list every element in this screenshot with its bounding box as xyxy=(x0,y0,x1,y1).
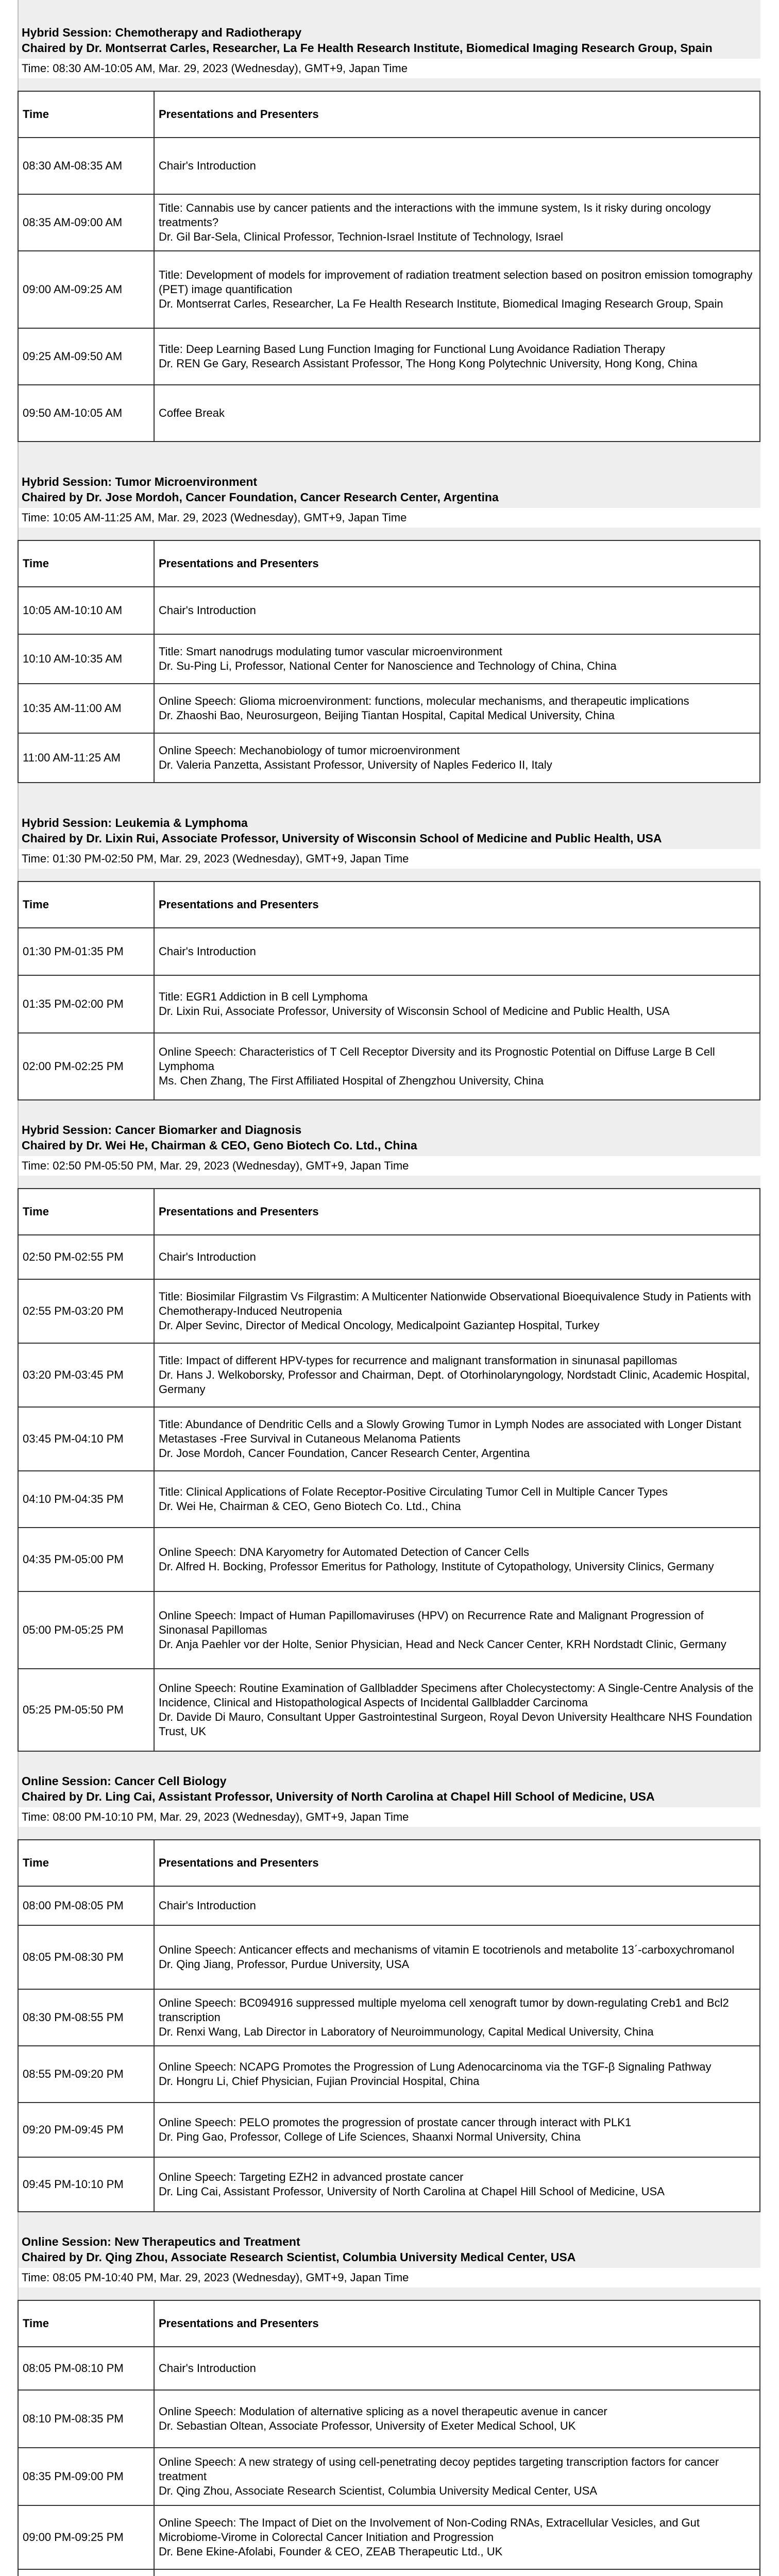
presentation-title: Chair's Introduction xyxy=(159,1250,256,1263)
table-row xyxy=(18,1235,760,1279)
presenter: Dr. Hans J. Welkoborsky, Professor and Chairman, Dept. of Otorhinolaryngology, Nordstadt Clinic, Academic Hospital, Germany xyxy=(159,1368,750,1396)
schedule-table xyxy=(18,540,760,783)
presentation-cell xyxy=(154,634,760,684)
presentation-title: Online Speech: Glioma microenvironment: functions, molecular mechanisms, and therapeutic implications xyxy=(159,694,689,707)
table-row xyxy=(18,2505,760,2569)
time-slot: 09:50 AM-10:05 AM xyxy=(18,385,154,442)
session-chair: Chaired by Dr. Lixin Rui, Associate Professor, University of Wisconsin School of Medicine and Public Health, USA xyxy=(22,832,662,845)
presentation-cell xyxy=(154,1989,760,2046)
presenter: Dr. Valeria Panzetta, Assistant Professor, University of Naples Federico II, Italy xyxy=(159,758,552,771)
session-spacer xyxy=(18,1100,760,1119)
presentation-title: Online Speech: DNA Karyometry for Automated Detection of Cancer Cells xyxy=(159,1546,530,1558)
presentation-title: Title: Clinical Applications of Folate Receptor-Positive Circulating Tumor Cell in Multiple Cancer Types xyxy=(159,1485,668,1498)
presentation-title: Title: Biosimilar Filgrastim Vs Filgrastim: A Multicenter Nationwide Observational Bioequivalence Study in Patients with Chemotherapy-Induced Neutropenia xyxy=(159,1290,751,1317)
presentation-title: Online Speech: Anticancer effects and mechanisms of vitamin E tocotrienols and metabolite 13΄-carboxychromanol xyxy=(159,1943,735,1956)
time-slot: 05:00 PM-05:25 PM xyxy=(18,1591,154,1669)
time-column-header: Time xyxy=(18,91,154,138)
time-slot: 08:05 PM-08:10 PM xyxy=(18,2347,154,2390)
presentation-cell xyxy=(154,1591,760,1669)
presentation-title: Online Speech: BC094916 suppressed multiple myeloma cell xenograft tumor by down-regulating Creb1 and Bcl2 transcription xyxy=(159,1996,729,2024)
session-header xyxy=(18,1770,760,1807)
table-row xyxy=(18,733,760,783)
time-slot: 09:00 PM-09:25 PM xyxy=(18,2505,154,2569)
table-row xyxy=(18,975,760,1033)
session-spacer xyxy=(18,1827,760,1839)
time-slot: 02:00 PM-02:25 PM xyxy=(18,1033,154,1100)
time-slot: 10:35 AM-11:00 AM xyxy=(18,684,154,733)
table-row xyxy=(18,2157,760,2212)
time-slot: 09:25 AM-09:50 AM xyxy=(18,328,154,385)
presentation-cell xyxy=(154,1033,760,1100)
presentation-title: Chair's Introduction xyxy=(159,1899,256,1912)
presentation-cell xyxy=(154,1279,760,1343)
presentation-cell xyxy=(154,587,760,634)
table-row xyxy=(18,1528,760,1591)
presenter: Ms. Chen Zhang, The First Affiliated Hospital of Zhengzhou University, China xyxy=(159,1074,544,1087)
time-slot: 08:30 PM-08:55 PM xyxy=(18,1989,154,2046)
session-spacer xyxy=(18,2287,760,2300)
session-block xyxy=(18,1100,760,1752)
session-block xyxy=(18,0,760,442)
table-row xyxy=(18,328,760,385)
table-row xyxy=(18,1989,760,2046)
table-row xyxy=(18,2569,760,2576)
table-row xyxy=(18,1886,760,1925)
presentation-cell xyxy=(154,1235,760,1279)
presentation-title: Chair's Introduction xyxy=(159,159,256,172)
schedule-table xyxy=(18,1839,760,2212)
time-column-header: Time xyxy=(18,540,154,587)
presentation-cell xyxy=(154,1886,760,1925)
time-slot: 01:35 PM-02:00 PM xyxy=(18,975,154,1033)
session-header xyxy=(18,812,760,849)
session-block xyxy=(18,442,760,783)
session-spacer xyxy=(18,783,760,812)
session-time: Time: 10:05 AM-11:25 AM, Mar. 29, 2023 (Wednesday), GMT+9, Japan Time xyxy=(18,508,760,528)
presentations-column-header: Presentations and Presenters xyxy=(154,2300,760,2347)
presentation-cell xyxy=(154,328,760,385)
presentation-cell xyxy=(154,1925,760,1989)
session-title: Hybrid Session: Cancer Biomarker and Diagnosis xyxy=(22,1123,302,1137)
presentation-cell xyxy=(154,928,760,975)
schedule-table xyxy=(18,91,760,442)
time-slot: 08:35 PM-09:00 PM xyxy=(18,2448,154,2505)
session-spacer xyxy=(18,78,760,91)
presentation-title: Online Speech: PELO promotes the progression of prostate cancer through interact with PLK1 xyxy=(159,2116,632,2129)
time-slot: 08:10 PM-08:35 PM xyxy=(18,2390,154,2448)
presenter: Dr. Montserrat Carles, Researcher, La Fe Health Research Institute, Biomedical Imaging Research Group, Spain xyxy=(159,297,723,310)
presenter: Dr. Wei He, Chairman & CEO, Geno Biotech Co. Ltd., China xyxy=(159,1500,461,1513)
session-title: Hybrid Session: Chemotherapy and Radiotherapy xyxy=(22,26,302,39)
session-time: Time: 01:30 PM-02:50 PM, Mar. 29, 2023 (Wednesday), GMT+9, Japan Time xyxy=(18,849,760,869)
presentation-title: Online Speech: A new strategy of using cell-penetrating decoy peptides targeting transcription factors for cancer treatment xyxy=(159,2455,719,2483)
schedule-table xyxy=(18,1188,760,1752)
session-header xyxy=(18,2231,760,2268)
time-column-header: Time xyxy=(18,882,154,928)
presenter: Dr. Sebastian Oltean, Associate Professor, University of Exeter Medical School, UK xyxy=(159,2419,576,2432)
time-slot: 08:55 PM-09:20 PM xyxy=(18,2046,154,2103)
presenter: Dr. Jose Mordoh, Cancer Foundation, Cancer Research Center, Argentina xyxy=(159,1447,530,1460)
table-row xyxy=(18,587,760,634)
presentation-title: Online Speech: The Impact of Diet on the Involvement of Non-Coding RNAs, Extracellular Vesicles, and Gut Microbiome-Virome in Colorectal Cancer Initiation and Progression xyxy=(159,2516,700,2544)
session-chair: Chaired by Dr. Wei He, Chairman & CEO, Geno Biotech Co. Ltd., China xyxy=(22,1139,417,1152)
presenter: Dr. Qing Zhou, Associate Research Scientist, Columbia University Medical Center, USA xyxy=(159,2484,598,2497)
presentation-cell xyxy=(154,1407,760,1471)
table-row xyxy=(18,1407,760,1471)
presentation-title: Title: Cannabis use by cancer patients and the interactions with the immune system, Is it risky during oncology treatments? xyxy=(159,201,711,229)
time-slot: 04:35 PM-05:00 PM xyxy=(18,1528,154,1591)
session-block xyxy=(18,783,760,1100)
presentation-title: Online Speech: Mechanobiology of tumor microenvironment xyxy=(159,744,460,757)
time-slot: 10:10 AM-10:35 AM xyxy=(18,634,154,684)
table-row xyxy=(18,251,760,328)
presentation-title: Title: Development of models for improvement of radiation treatment selection based on positron emission tomography (PET) image quantification xyxy=(159,268,753,296)
time-slot: 08:00 PM-08:05 PM xyxy=(18,1886,154,1925)
presentation-cell xyxy=(154,1669,760,1751)
presentation-cell xyxy=(154,2103,760,2157)
schedule-table xyxy=(18,881,760,1100)
time-slot: 02:50 PM-02:55 PM xyxy=(18,1235,154,1279)
time-slot: 09:00 AM-09:25 AM xyxy=(18,251,154,328)
presenter: Dr. Anja Paehler vor der Holte, Senior Physician, Head and Neck Cancer Center, KRH Nordstadt Clinic, Germany xyxy=(159,1638,726,1651)
presenter: Dr. Alper Sevinc, Director of Medical Oncology, Medicalpoint Gaziantep Hospital, Turkey xyxy=(159,1319,600,1332)
table-row xyxy=(18,385,760,442)
time-slot: 09:20 PM-09:45 PM xyxy=(18,2103,154,2157)
time-slot: 11:00 AM-11:25 AM xyxy=(18,733,154,783)
presentation-title: Title: EGR1 Addiction in B cell Lymphoma xyxy=(159,990,368,1003)
session-block xyxy=(18,1752,760,2212)
table-header-row xyxy=(18,1189,760,1235)
time-slot: 09:45 PM-10:10 PM xyxy=(18,2157,154,2212)
presentation-title: Online Speech: Routine Examination of Gallbladder Specimens after Cholecystectomy: A Single-Centre Analysis of the Incidence, Clinical and Histopathological Aspects of Incidental Gallbladder Carcinoma xyxy=(159,1682,754,1709)
presentation-title: Online Speech: Characteristics of T Cell Receptor Diversity and its Prognostic Potential on Diffuse Large B Cell Lymphoma xyxy=(159,1045,715,1073)
table-row xyxy=(18,634,760,684)
presentation-title: Coffee Break xyxy=(159,406,225,419)
table-row xyxy=(18,138,760,194)
presentation-title: Title: Abundance of Dendritic Cells and a Slowly Growing Tumor in Lymph Nodes are associated with Longer Distant Metastases -Free Survival in Cutaneous Melanoma Patients xyxy=(159,1418,741,1445)
table-row xyxy=(18,1033,760,1100)
session-spacer xyxy=(18,1176,760,1188)
presenter: Dr. Ling Cai, Assistant Professor, University of North Carolina at Chapel Hill School of Medicine, USA xyxy=(159,2185,665,2198)
presentation-cell xyxy=(154,733,760,783)
presentations-column-header: Presentations and Presenters xyxy=(154,91,760,138)
table-row xyxy=(18,684,760,733)
presenter: Dr. Su-Ping Li, Professor, National Center for Nanoscience and Technology of China, China xyxy=(159,659,617,672)
time-slot: 01:30 PM-01:35 PM xyxy=(18,928,154,975)
time-slot: 03:45 PM-04:10 PM xyxy=(18,1407,154,1471)
presentation-title: Chair's Introduction xyxy=(159,945,256,958)
presentation-cell xyxy=(154,2569,760,2576)
presentation-cell xyxy=(154,1471,760,1528)
session-chair: Chaired by Dr. Qing Zhou, Associate Research Scientist, Columbia University Medical Center, USA xyxy=(22,2250,576,2264)
session-title: Online Session: Cancer Cell Biology xyxy=(22,1774,227,1788)
session-block xyxy=(18,2212,760,2576)
presentation-title: Online Speech: Targeting EZH2 in advanced prostate cancer xyxy=(159,2171,464,2183)
table-row xyxy=(18,2103,760,2157)
presentation-cell xyxy=(154,251,760,328)
table-header-row xyxy=(18,540,760,587)
time-slot: 08:35 AM-09:00 AM xyxy=(18,194,154,251)
table-row xyxy=(18,1669,760,1751)
table-header-row xyxy=(18,882,760,928)
presentation-title: Online Speech: Impact of Human Papillomaviruses (HPV) on Recurrence Rate and Malignant Progression of Sinonasal Papillomas xyxy=(159,1609,704,1636)
presentations-column-header: Presentations and Presenters xyxy=(154,1840,760,1886)
table-row xyxy=(18,2046,760,2103)
presentation-title: Online Speech: Modulation of alternative splicing as a novel therapeutic avenue in cancer xyxy=(159,2405,607,2418)
presentation-cell xyxy=(154,1343,760,1407)
presenter: Dr. Lixin Rui, Associate Professor, University of Wisconsin School of Medicine and Public Health, USA xyxy=(159,1005,670,1018)
time-slot: 03:20 PM-03:45 PM xyxy=(18,1343,154,1407)
presentation-cell xyxy=(154,385,760,442)
table-row xyxy=(18,1925,760,1989)
session-spacer xyxy=(18,1752,760,1770)
time-slot: 04:10 PM-04:35 PM xyxy=(18,1471,154,1528)
table-row xyxy=(18,928,760,975)
presenter: Dr. Davide Di Mauro, Consultant Upper Gastrointestinal Surgeon, Royal Devon University Healthcare NHS Foundation Trust, UK xyxy=(159,1710,752,1738)
time-slot: 02:55 PM-03:20 PM xyxy=(18,1279,154,1343)
session-header xyxy=(18,471,760,508)
presentation-title: Online Speech: NCAPG Promotes the Progression of Lung Adenocarcinoma via the TGF-β Signaling Pathway xyxy=(159,2060,712,2073)
presentation-cell xyxy=(154,2448,760,2505)
presentation-cell xyxy=(154,975,760,1033)
presentation-cell xyxy=(154,1528,760,1591)
table-row xyxy=(18,1591,760,1669)
time-column-header: Time xyxy=(18,1189,154,1235)
presentation-title: Chair's Introduction xyxy=(159,604,256,617)
presenter: Dr. Qing Jiang, Professor, Purdue University, USA xyxy=(159,1958,410,1971)
presentation-cell xyxy=(154,2347,760,2390)
presenter: Dr. Bene Ekine-Afolabi, Founder & CEO, ZEAB Therapeutic Ltd., UK xyxy=(159,2545,503,2558)
table-row xyxy=(18,1343,760,1407)
time-slot xyxy=(18,2569,154,2576)
session-title: Hybrid Session: Tumor Microenvironment xyxy=(22,475,258,488)
session-title: Hybrid Session: Leukemia & Lymphoma xyxy=(22,816,248,829)
session-time: Time: 08:30 AM-10:05 AM, Mar. 29, 2023 (Wednesday), GMT+9, Japan Time xyxy=(18,59,760,78)
session-spacer xyxy=(18,2212,760,2231)
presenter: Dr. Zhaoshi Bao, Neurosurgeon, Beijing Tiantan Hospital, Capital Medical University, China xyxy=(159,709,615,722)
table-header-row xyxy=(18,91,760,138)
presentation-cell xyxy=(154,2157,760,2212)
schedule-table xyxy=(18,2300,760,2576)
table-row xyxy=(18,1279,760,1343)
presentations-column-header: Presentations and Presenters xyxy=(154,882,760,928)
presenter: Dr. Hongru Li, Chief Physician, Fujian Provincial Hospital, China xyxy=(159,2075,480,2088)
presenter: Dr. Renxi Wang, Lab Director in Laboratory of Neuroimmunology, Capital Medical University, China xyxy=(159,2025,654,2038)
session-title: Online Session: New Therapeutics and Treatment xyxy=(22,2235,300,2248)
presentation-title: Title: Impact of different HPV-types for recurrence and malignant transformation in sinunasal papillomas xyxy=(159,1354,678,1367)
session-time: Time: 08:00 PM-10:10 PM, Mar. 29, 2023 (Wednesday), GMT+9, Japan Time xyxy=(18,1807,760,1827)
presentation-cell xyxy=(154,2046,760,2103)
presentation-cell xyxy=(154,684,760,733)
time-slot: 05:25 PM-05:50 PM xyxy=(18,1669,154,1751)
session-spacer xyxy=(18,528,760,540)
table-row xyxy=(18,194,760,251)
session-time: Time: 08:05 PM-10:40 PM, Mar. 29, 2023 (Wednesday), GMT+9, Japan Time xyxy=(18,2268,760,2287)
session-spacer xyxy=(18,0,760,22)
presentations-column-header: Presentations and Presenters xyxy=(154,1189,760,1235)
table-row xyxy=(18,1471,760,1528)
session-header xyxy=(18,1119,760,1156)
session-chair: Chaired by Dr. Ling Cai, Assistant Professor, University of North Carolina at Chapel Hill School of Medicine, USA xyxy=(22,1790,655,1803)
presentation-cell xyxy=(154,138,760,194)
table-header-row xyxy=(18,2300,760,2347)
presenter: Dr. Alfred H. Bocking, Professor Emeritus for Pathology, Institute of Cytopathology, University Clinics, Germany xyxy=(159,1560,714,1573)
presentation-title: Title: Deep Learning Based Lung Function Imaging for Functional Lung Avoidance Radiation Therapy xyxy=(159,343,665,355)
presentation-title: Chair's Introduction xyxy=(159,2362,256,2375)
presenter: Dr. Gil Bar-Sela, Clinical Professor, Technion-Israel Institute of Technology, Israel xyxy=(159,230,564,243)
time-slot: 10:05 AM-10:10 AM xyxy=(18,587,154,634)
presenter: Dr. REN Ge Gary, Research Assistant Professor, The Hong Kong Polytechnic University, Hong Kong, China xyxy=(159,357,698,370)
table-row xyxy=(18,2347,760,2390)
presentations-column-header: Presentations and Presenters xyxy=(154,540,760,587)
time-slot: 08:05 PM-08:30 PM xyxy=(18,1925,154,1989)
table-header-row xyxy=(18,1840,760,1886)
session-chair: Chaired by Dr. Jose Mordoh, Cancer Foundation, Cancer Research Center, Argentina xyxy=(22,490,499,504)
session-spacer xyxy=(18,869,760,881)
presenter: Dr. Ping Gao, Professor, College of Life Sciences, Shaanxi Normal University, China xyxy=(159,2130,581,2143)
presentation-cell xyxy=(154,194,760,251)
session-chair: Chaired by Dr. Montserrat Carles, Researcher, La Fe Health Research Institute, Biomedical Imaging Research Group, Spain xyxy=(22,41,713,55)
time-column-header: Time xyxy=(18,1840,154,1886)
session-time: Time: 02:50 PM-05:50 PM, Mar. 29, 2023 (Wednesday), GMT+9, Japan Time xyxy=(18,1156,760,1176)
presentation-cell xyxy=(154,2390,760,2448)
session-spacer xyxy=(18,442,760,471)
table-row xyxy=(18,2448,760,2505)
session-header xyxy=(18,22,760,59)
presentation-cell xyxy=(154,2505,760,2569)
time-column-header: Time xyxy=(18,2300,154,2347)
time-slot: 08:30 AM-08:35 AM xyxy=(18,138,154,194)
presentation-title: Title: Smart nanodrugs modulating tumor vascular microenvironment xyxy=(159,645,502,658)
table-row xyxy=(18,2390,760,2448)
